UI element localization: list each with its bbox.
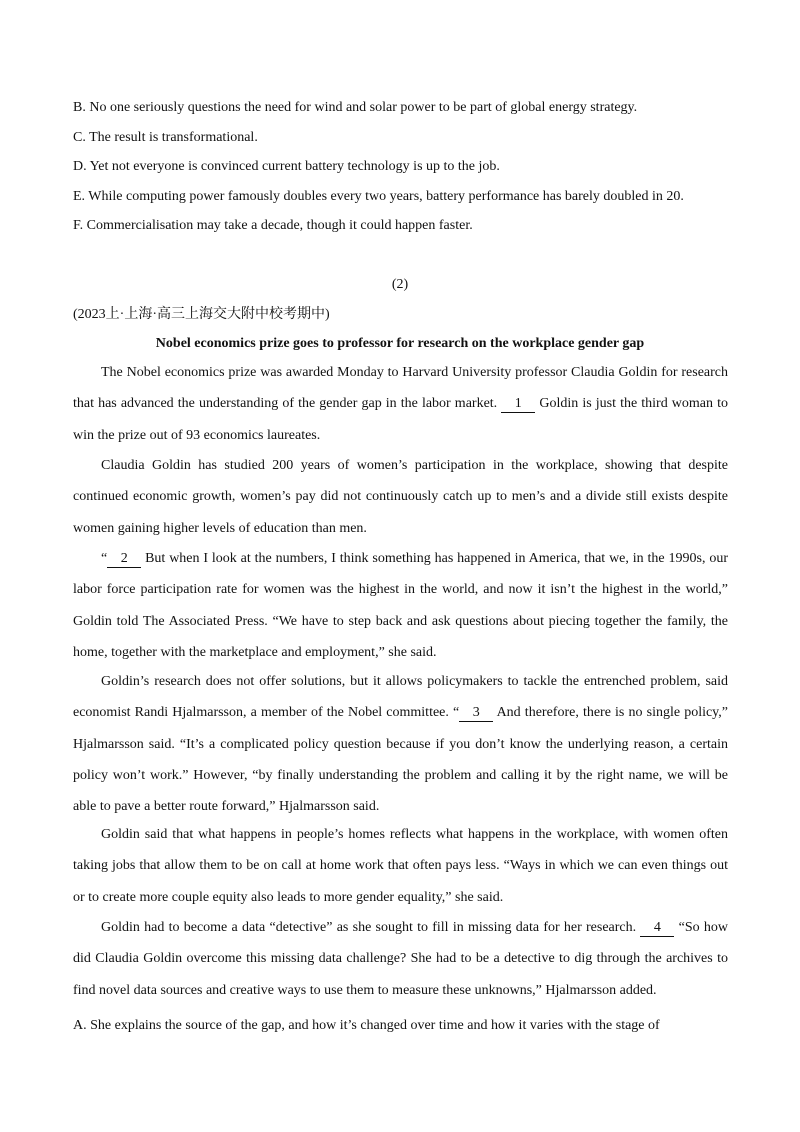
article-title: Nobel economics prize goes to professor for research on the workplace gender gap <box>155 336 645 351</box>
paragraph-1 <box>73 357 728 451</box>
blank-4: 4 <box>640 920 674 937</box>
p3-text-a: “ <box>101 551 108 566</box>
p3-text-b: But when I look at the numbers, I think something has happened in America, that we, in the 1990s, our labor force participation rate for women was the highest in the world, and now it isn’t the highest in the world,” Goldin told The Associated Press. “We have to step back and ask questions about piecing together the family, the home, together with the marketplace and employment,” she said. <box>73 551 728 660</box>
p1-text-b: Goldin is just the third woman to win the prize out of 93 economics laureates. <box>73 396 728 443</box>
option-e: E. While computing power famously doubles every two years, battery performance has barely doubled in 20. <box>73 189 684 204</box>
blank-3: 3 <box>459 705 493 722</box>
option-d: D. Yet not everyone is convinced current battery technology is up to the job. <box>73 159 500 174</box>
p4-text-b: And therefore, there is no single policy,” Hjalmarsson said. “It’s a complicated policy question because if you don’t know the underlying reason, a certain policy won’t work.” However, “by finally understanding the problem and calling it by the right name, we will be able to pave a better route forward,” Hjalmarsson said. <box>73 705 728 815</box>
option-f: F. Commercialisation may take a decade, though it could happen faster. <box>73 218 473 233</box>
option-c: C. The result is transformational. <box>73 130 258 145</box>
paragraph-4 <box>73 666 728 822</box>
paragraph-3 <box>73 543 728 668</box>
p6-text-b: “So how did Claudia Goldin overcome this missing data challenge? She had to be a detective to dig through the archives to find novel data sources and creative ways to use them to measure these unknowns,” Hjalmarsson added. <box>73 920 728 998</box>
blank-1: 1 <box>501 396 535 413</box>
blank-2: 2 <box>107 551 141 568</box>
p4-text-a: Goldin’s research does not offer solutions, but it allows policymakers to tackle the entrenched problem, said economist Randi Hjalmarsson, a member of the Nobel committee. “ <box>73 674 728 721</box>
source-line: (2023上·上海·高三上海交大附中校考期中) <box>73 307 330 322</box>
paragraph-2: Claudia Goldin has studied 200 years of women’s participation in the workplace, showing that despite continued economic growth, women’s pay did not continuously catch up to men’s and a divide still exists despite women gaining higher levels of education than men. <box>73 458 728 536</box>
option-b: B. No one seriously questions the need for wind and solar power to be part of global energy strategy. <box>73 100 638 115</box>
paragraph-6 <box>73 912 728 1006</box>
option-a: A. She explains the source of the gap, and how it’s changed over time and how it varies with the stage of <box>73 1018 660 1033</box>
paragraph-5: Goldin said that what happens in people’s homes reflects what happens in the workplace, with women often taking jobs that allow them to be on call at home work that often pays less. “Ways in which we can even things out or to create more couple equity also leads to more gender equality,” she said. <box>73 827 728 905</box>
p6-text-a: Goldin had to become a data “detective” as she sought to fill in missing data for her research. <box>101 920 641 935</box>
section-number: (2) <box>391 277 409 292</box>
p1-text-a: The Nobel economics prize was awarded Monday to Harvard University professor Claudia Goldin for research that has advanced the understanding of the gender gap in the labor market. <box>73 365 728 412</box>
